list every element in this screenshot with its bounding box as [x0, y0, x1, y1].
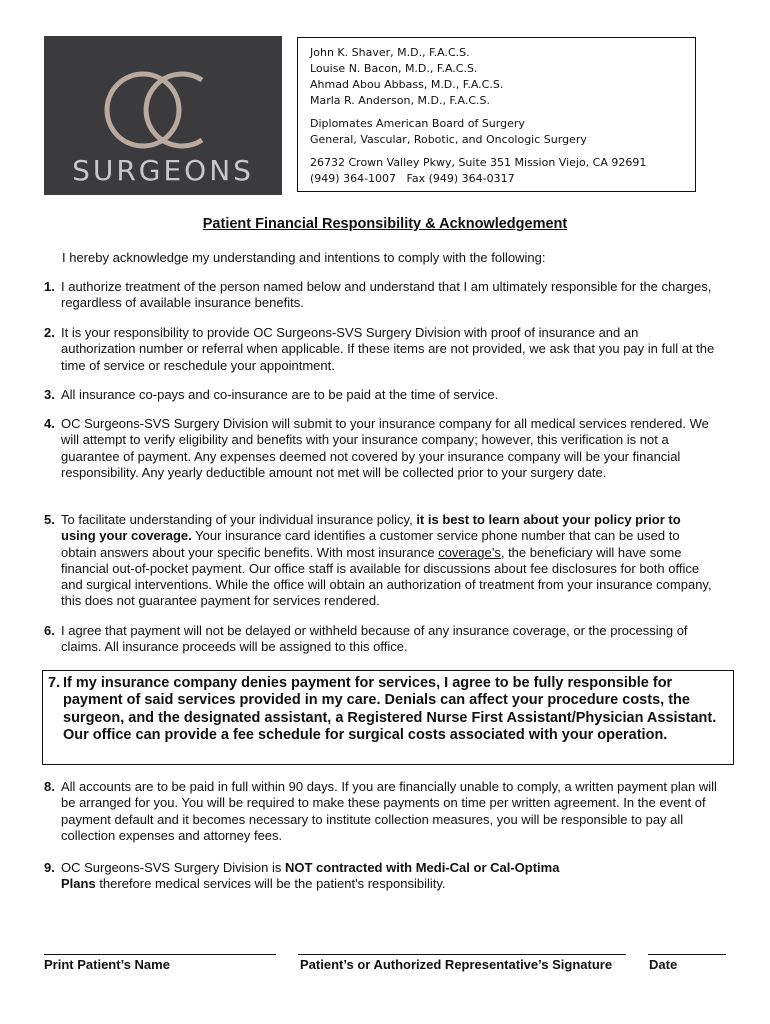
item-text: I authorize treatment of the person named below and understand that I am ultimately responsible for the charges, regardless of available insurance benefits.	[61, 279, 712, 311]
list-item	[44, 512, 716, 610]
doctor-name: Louise N. Bacon, M.D., F.A.C.S.	[310, 62, 478, 75]
item-text: It is your responsibility to provide OC Surgeons-SVS Surgery Division with proof of insurance and an authorization number or referral when applicable. If these items are not provided, we ask that you pay in full at the time of service or reschedule your appointment.	[61, 325, 715, 373]
patient-name-line[interactable]	[44, 954, 276, 955]
item-number: 7.	[48, 675, 61, 691]
list-item	[44, 279, 724, 312]
item-text: , the beneficiary will have some financial out-of-pocket payment. Our office staff is available for discussions about fee disclosures for both office and surgical interventions. While the office will obtain an authorization of treatment from your insurance company, this does not guarantee payment for services rendered.	[61, 544, 712, 609]
item-number: 9.	[44, 860, 55, 875]
item-text: OC Surgeons-SVS Surgery Division will submit to your insurance company for all medical services rendered. We will attempt to verify eligibility and benefits with your insurance company; however, this verification is not a guarantee of payment. Any expenses deemed not covered by your insurance company will be your financial responsibility. Any yearly deductible amount not met will be collected prior to your surgery date.	[61, 416, 709, 480]
list-item	[44, 387, 724, 403]
item-text: I agree that payment will not be delayed or withheld because of any insurance coverage, or the processing of claims. All insurance proceeds will be assigned to this office.	[61, 623, 688, 655]
list-item	[44, 623, 720, 656]
list-item	[44, 416, 716, 481]
signature-line[interactable]	[298, 954, 626, 955]
board-certification: Diplomates American Board of Surgery	[310, 117, 525, 130]
list-item	[44, 325, 716, 374]
date-label: Date	[649, 957, 678, 972]
item-number: 8.	[44, 779, 55, 794]
item-text: All accounts are to be paid in full within 90 days. If you are financially unable to comply, a written payment plan will be arranged for you. You will be required to make these payments on time per written agreement. In the event of payment default and it becomes necessary to institute collection measures, you will be responsible to pay all collection expenses and attorney fees.	[61, 779, 717, 843]
item-number: 6.	[44, 623, 55, 638]
item-text: therefore medical services will be the patient's responsibility.	[99, 876, 446, 892]
doctor-name: Ahmad Abou Abbass, M.D., F.A.C.S.	[310, 78, 504, 91]
doctor-name: Marla R. Anderson, M.D., F.A.C.S.	[310, 94, 490, 107]
item-number: 1.	[44, 279, 55, 294]
item-text-emphasis: it is best to learn about your policy prior to using your coverage.	[61, 512, 681, 544]
document-title: Patient Financial Responsibility & Acknowledgement	[202, 216, 568, 232]
item-number: 4.	[44, 416, 55, 431]
item-text-underlined: coverage’s	[438, 544, 501, 560]
signature-label: Patient’s or Authorized Representative’s Signature	[300, 957, 613, 972]
intro-text: I hereby acknowledge my understanding and intentions to comply with the following:	[62, 250, 546, 265]
list-item	[44, 779, 720, 844]
item-text: OC Surgeons-SVS Surgery Division is	[61, 860, 282, 875]
specialties: General, Vascular, Robotic, and Oncologic Surgery	[310, 133, 587, 146]
patient-name-label: Print Patient’s Name	[44, 957, 170, 972]
doctor-name: John K. Shaver, M.D., F.A.C.S.	[310, 46, 470, 59]
item-text: To facilitate understanding of your individual insurance policy,	[61, 512, 413, 527]
item-number: 5.	[44, 512, 55, 527]
item-text: All insurance co-pays and co-insurance are to be paid at the time of service.	[61, 387, 499, 402]
date-line[interactable]	[648, 954, 726, 955]
practice-info-box	[297, 37, 696, 192]
item-number: 3.	[44, 387, 55, 402]
logo-wordmark: SURGEONS	[72, 154, 254, 187]
item-text-emphasis: NOT contracted with Medi-Cal or Cal-Optima Plans	[61, 860, 560, 892]
list-item	[44, 860, 564, 893]
item-text: Your insurance card identifies a customer service phone number that can be used to obtain answers about your specific benefits. With most insurance	[61, 528, 680, 560]
item-number: 2.	[44, 325, 55, 340]
item-text: If my insurance company denies payment for services, I agree to be fully responsible for payment of said services provided in my care. Denials can affect your procedure costs, the surgeon, and the designated assistant, a Registered Nurse First Assistant/Physician Assistant. Our office can provide a fee schedule for surgical costs associated with your operation.	[63, 675, 717, 743]
list-item-highlighted	[48, 675, 728, 744]
practice-address: 26732 Crown Valley Pkwy, Suite 351 Mission Viejo, CA 92691	[310, 156, 647, 169]
practice-phone-fax: (949) 364-1007 Fax (949) 364-0317	[310, 172, 515, 185]
oc-surgeons-logo	[44, 36, 282, 195]
